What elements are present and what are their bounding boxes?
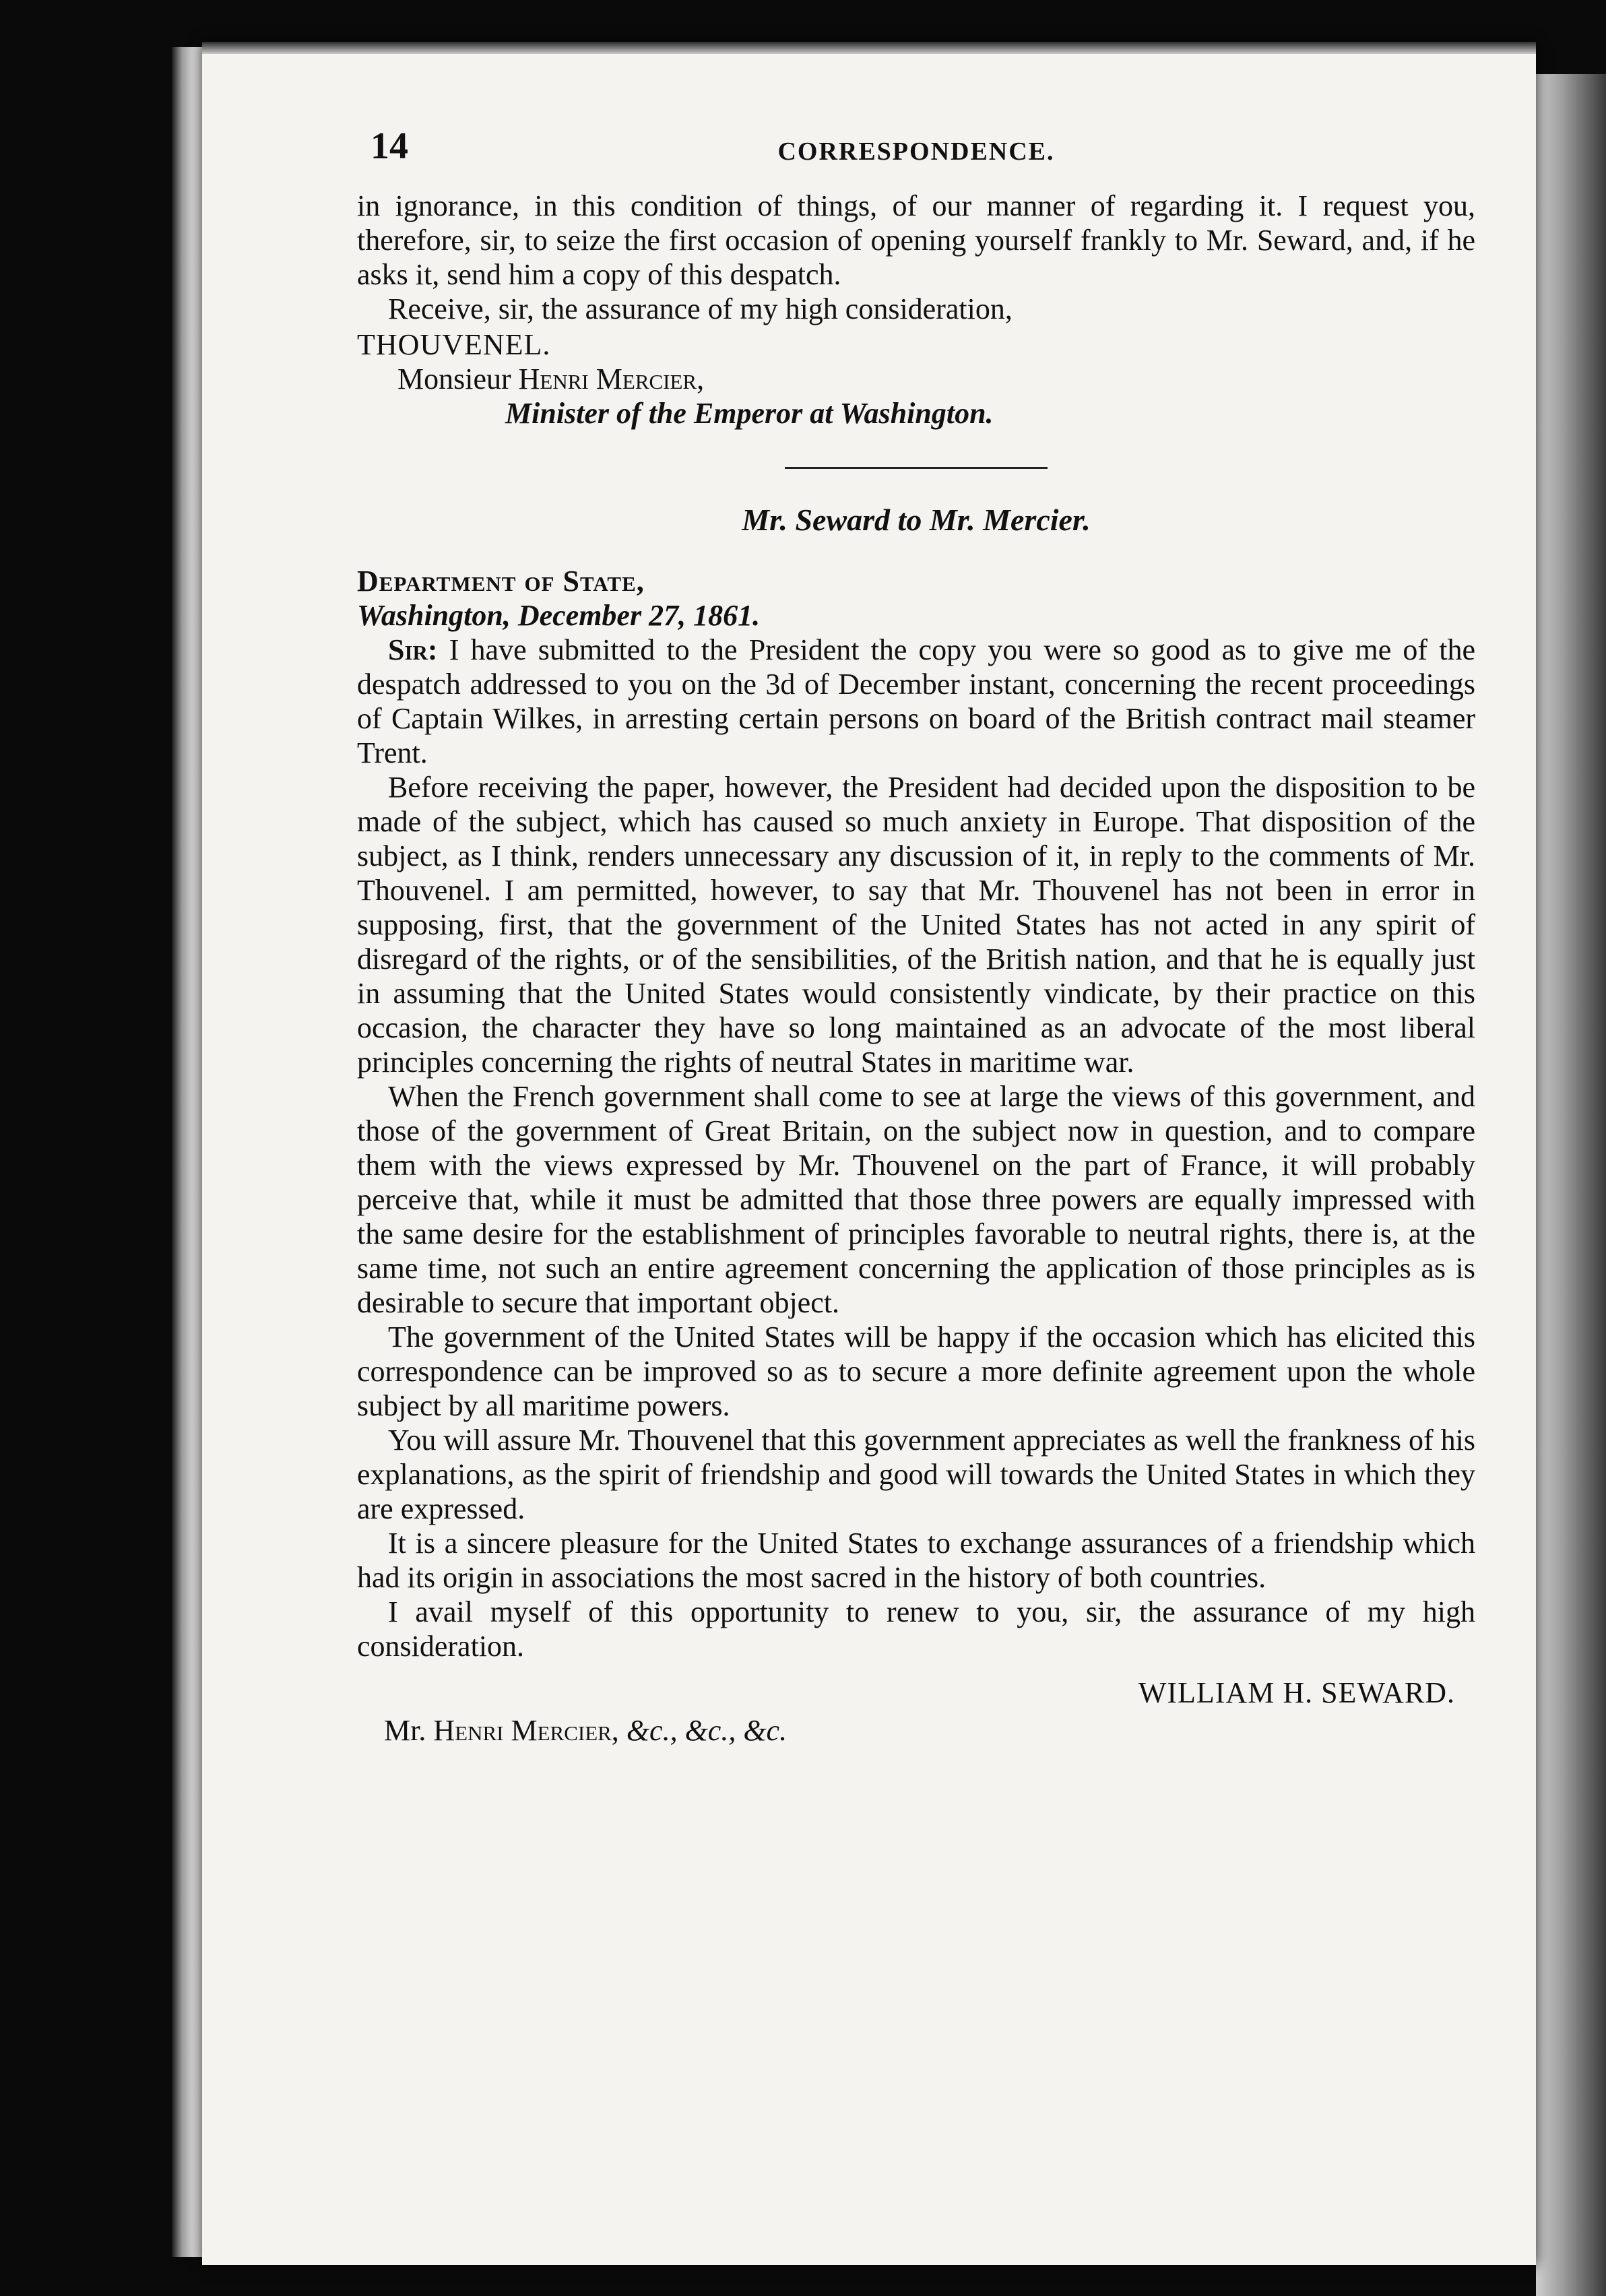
book-edge-right [1536,74,1606,2296]
letter2-addressee [384,1713,787,1748]
letter2-paragraph-5: You will assure Mr. Thouvenel that this government appreciates as well the frankness of his explanations, as the spirit of friendship and good will towards the United States in which they are expressed. [357,1424,1475,1525]
letter1-addressee-title: Minister of the Emperor at Washington. [505,397,994,430]
section-divider [785,467,1048,469]
page-header [357,125,1475,189]
letter2-paragraph-3: When the French government shall come to see at large the views of this government, and those of the government of Great Britain, on the subject now in question, and to compare them with the views expressed by Mr. Thouvenel on the part of France, it will probably perceive that, while it must be admitted that those three powers are equally impressed with the same desire for the establishment of principles favorable to neutral rights, there is, at the same time, not such an entire agreement concerning the application of those principles as is desirable to secure that important object. [357,1080,1475,1319]
page-content [357,125,1475,1750]
letter1-closing: Receive, sir, the assurance of my high consideration, [388,292,1013,325]
letter2-addressee-etc: &c., &c., &c. [626,1714,788,1747]
letter2-paragraph-4: The government of the United States will be happy if the occasion which has elicited this correspondence can be improved so as to secure a more definite agreement upon the whole subject by all maritime powers. [357,1320,1475,1422]
letter2-paragraph-1 [357,633,1475,770]
letter2-place-date: Washington, December 27, 1861. [357,599,761,632]
letter1-addressee [397,362,1475,396]
letter2-paragraph-6: It is a sincere pleasure for the United States to exchange assurances of a friendship which had its origin in associations the most sacred in the history of both countries. [357,1527,1475,1594]
letter2-department: Department of State, [357,565,645,598]
page-number: 14 [371,125,408,167]
letter2-heading: Mr. Seward to Mr. Mercier. [742,503,1091,537]
letter1-addressee-prefix: Monsieur [397,362,511,395]
letter2-addressee-prefix: Mr. [384,1714,426,1747]
letter1-signature: THOUVENEL. [357,328,551,361]
letter2-paragraph-1-text: I have submitted to the President the copy you were so good as to give me of the despatch addressed to you on the 3d of December instant, concerning the recent proceedings of Captain Wilkes, in arresting certain persons on board of the British contract mail steamer Trent. [357,633,1475,769]
letter1-continuation: in ignorance, in this condition of things, of our manner of regarding it. I request you, therefore, sir, to seize the first occasion of opening yourself frankly to Mr. Seward, and, if he asks it, send him a copy of this despatch. [357,189,1475,291]
letter1-addressee-name: Henri Mercier, [518,362,705,395]
letter2-paragraph-7: I avail myself of this opportunity to renew to you, sir, the assurance of my high consideration. [357,1595,1475,1663]
page-top-edge [202,42,1536,54]
letter2-salutation: Sir: [388,633,438,666]
letter2-addressee-name: Henri Mercier, [433,1714,619,1747]
letter2-signature: WILLIAM H. SEWARD. [1138,1676,1455,1709]
book-gutter-left [172,47,205,2257]
letter2-paragraph-2: Before receiving the paper, however, the President had decided upon the disposition to be made of the subject, which has caused so much anxiety in Europe. That disposition of the subject, as I think, renders unnecessary any discussion of it, in reply to the comments of Mr. Thouvenel. I am permitted, however, to say that Mr. Thouvenel has not been in error in supposing, first, that the government of the United States has not acted in any spirit of disregard of the rights, or of the sensibilities, of the British nation, and that he is equally just in assuming that the United States would consistently vindicate, by their practice on this occasion, the character they have so long maintained as an advocate of the most liberal principles concerning the rights of neutral States in maritime war. [357,771,1475,1079]
letter2-closing [357,1676,1475,1750]
running-title: CORRESPONDENCE. [777,137,1055,166]
